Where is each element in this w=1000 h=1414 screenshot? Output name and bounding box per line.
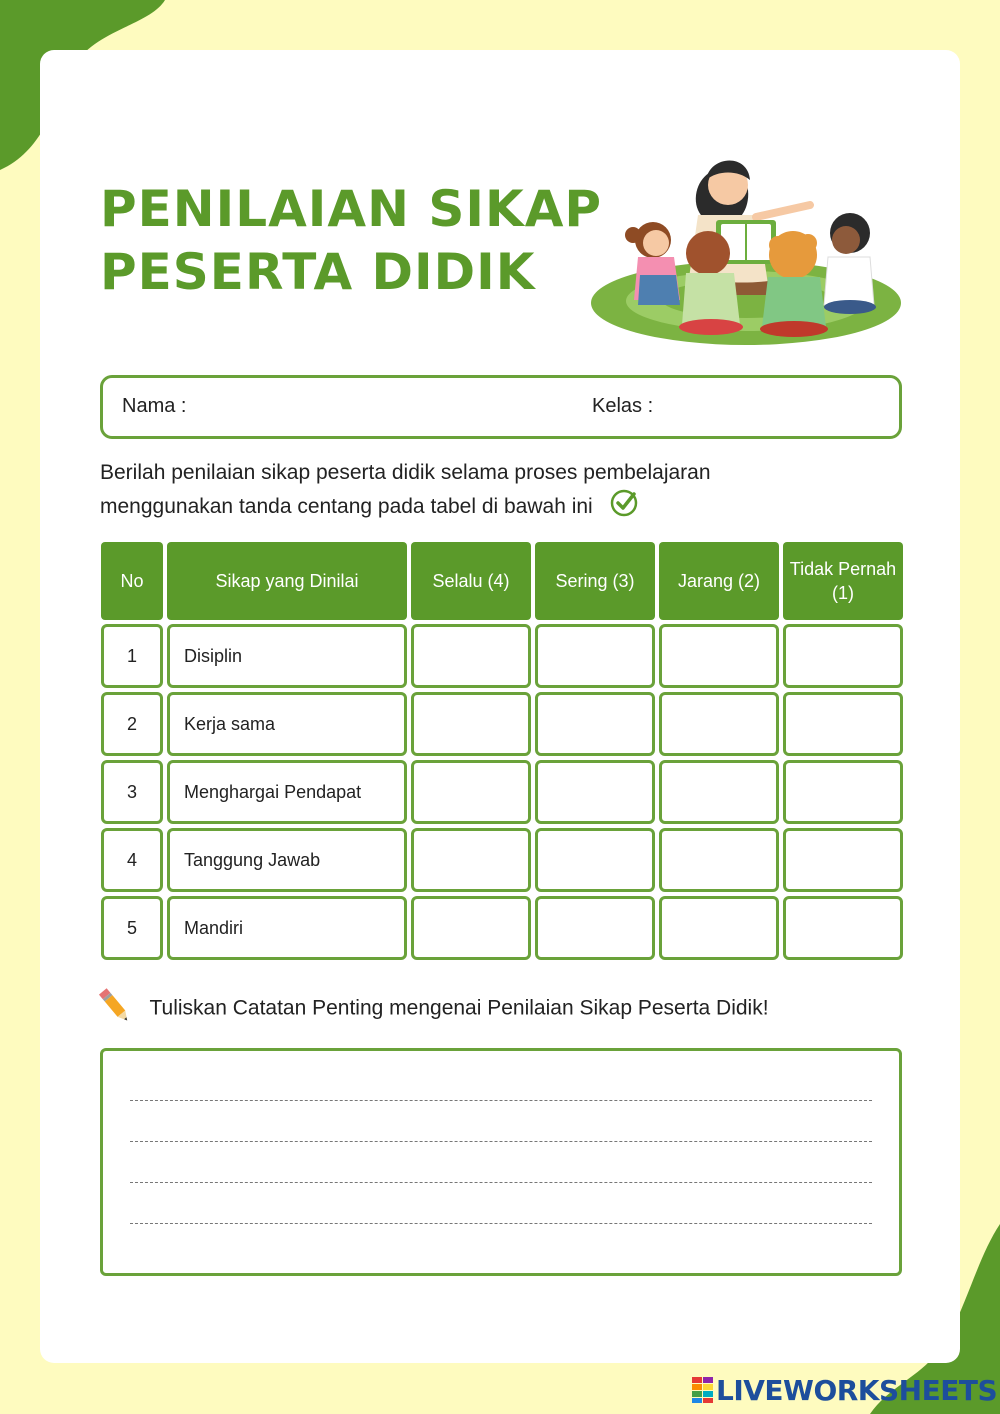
attitude-cell: Menghargai Pendapat	[167, 760, 407, 824]
table-row	[101, 760, 903, 824]
checkbox-cell-often[interactable]	[535, 692, 655, 756]
header-always: Selalu (4)	[411, 542, 531, 620]
checkbox-cell-always[interactable]	[411, 624, 531, 688]
notes-heading-text: Tuliskan Catatan Penting mengenai Penilaian Sikap Peserta Didik!	[149, 996, 769, 1020]
table-row	[101, 624, 903, 688]
class-label: Kelas :	[592, 395, 654, 417]
checkbox-cell-rarely[interactable]	[659, 692, 779, 756]
attitude-cell: Kerja sama	[167, 692, 407, 756]
checkbox-cell-never[interactable]	[783, 624, 903, 688]
writing-line	[130, 1141, 872, 1142]
checkbox-cell-often[interactable]	[535, 828, 655, 892]
checkbox-cell-always[interactable]	[411, 692, 531, 756]
checkbox-cell-rarely[interactable]	[659, 760, 779, 824]
instruction-text	[100, 457, 860, 527]
row-number: 2	[101, 692, 163, 756]
liveworksheets-logo	[692, 1373, 997, 1407]
student-identity-box	[100, 375, 902, 439]
instruction-line-1: Berilah penilaian sikap peserta didik selama proses pembelajaran	[100, 461, 711, 484]
header-often: Sering (3)	[535, 542, 655, 620]
row-number: 4	[101, 828, 163, 892]
checkbox-cell-never[interactable]	[783, 760, 903, 824]
notes-writing-area[interactable]	[100, 1048, 902, 1276]
brand-text: LIVEWORKSHEETS	[716, 1373, 998, 1407]
header-rarely: Jarang (2)	[659, 542, 779, 620]
checkbox-cell-often[interactable]	[535, 896, 655, 960]
checkbox-cell-often[interactable]	[535, 760, 655, 824]
name-label: Nama :	[122, 395, 187, 417]
logo-mark-icon	[692, 1377, 714, 1403]
header-never: Tidak Pernah (1)	[783, 542, 903, 620]
writing-line	[130, 1100, 872, 1101]
attitude-cell: Mandiri	[167, 896, 407, 960]
notes-heading	[98, 985, 769, 1033]
instruction-line-2: menggunakan tanda centang pada tabel di bawah ini	[100, 495, 593, 519]
table-header-row	[101, 542, 903, 620]
teacher-reading-illustration	[588, 135, 903, 350]
checkbox-cell-rarely[interactable]	[659, 896, 779, 960]
title-line-2: PESERTA DIDIK	[100, 243, 536, 301]
checkbox-cell-always[interactable]	[411, 828, 531, 892]
writing-line	[130, 1223, 872, 1224]
pencil-icon	[98, 985, 132, 1033]
checkbox-cell-rarely[interactable]	[659, 828, 779, 892]
checkbox-cell-never[interactable]	[783, 896, 903, 960]
checkbox-cell-never[interactable]	[783, 692, 903, 756]
checkbox-cell-always[interactable]	[411, 896, 531, 960]
row-number: 5	[101, 896, 163, 960]
checkbox-cell-never[interactable]	[783, 828, 903, 892]
worksheet-title	[100, 178, 602, 304]
writing-line	[130, 1182, 872, 1183]
table-row	[101, 692, 903, 756]
table-row	[101, 828, 903, 892]
attitude-cell: Disiplin	[167, 624, 407, 688]
header-no: No	[101, 542, 163, 620]
table-row	[101, 896, 903, 960]
attitude-cell: Tanggung Jawab	[167, 828, 407, 892]
checkbox-cell-always[interactable]	[411, 760, 531, 824]
row-number: 1	[101, 624, 163, 688]
checkbox-cell-often[interactable]	[535, 624, 655, 688]
checkbox-cell-rarely[interactable]	[659, 624, 779, 688]
attitude-assessment-table	[97, 538, 907, 964]
checkmark-circle-icon	[609, 488, 639, 527]
row-number: 3	[101, 760, 163, 824]
header-attitude: Sikap yang Dinilai	[167, 542, 407, 620]
title-line-1: PENILAIAN SIKAP	[100, 180, 603, 238]
